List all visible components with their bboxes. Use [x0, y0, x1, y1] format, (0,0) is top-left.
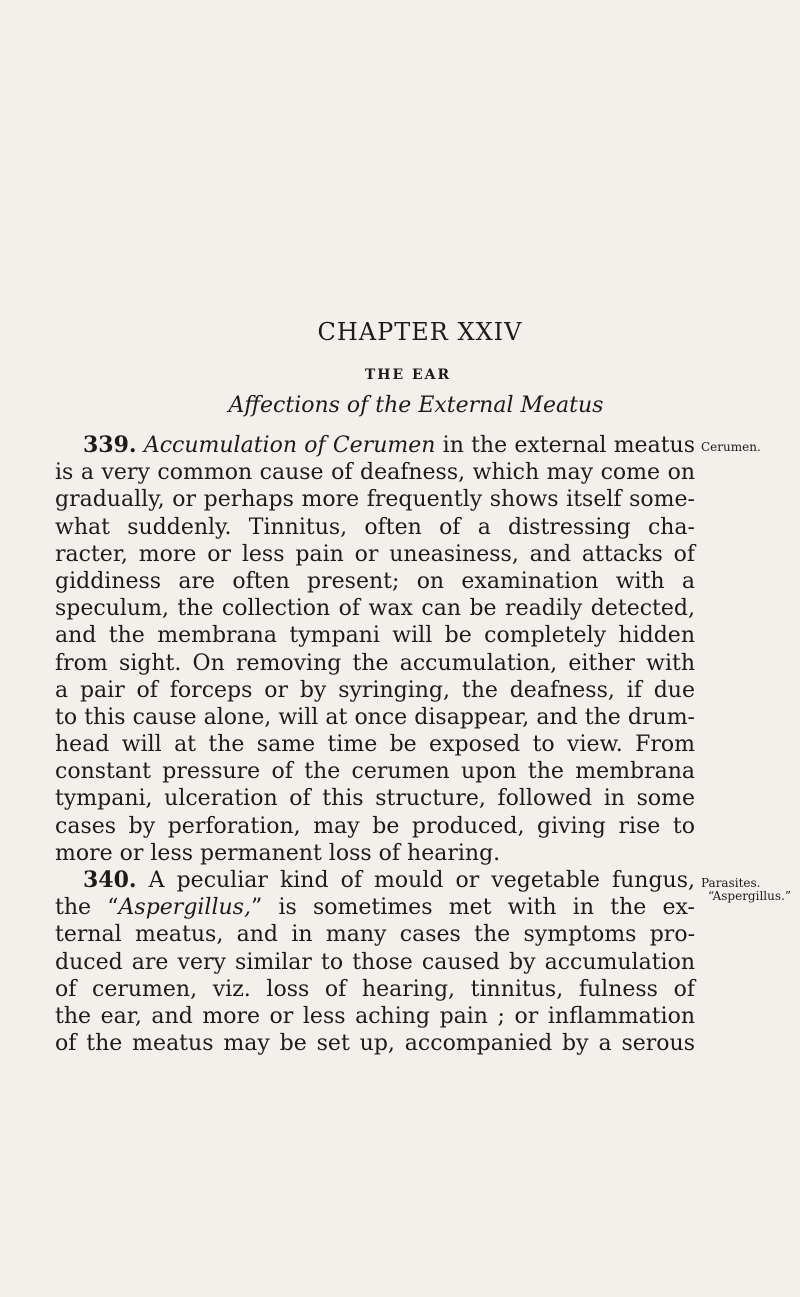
text-fragment: ” is sometimes met with in the ex- [250, 895, 695, 921]
text-line: the ear, and more or less aching pain ; or inflammation [55, 1003, 695, 1029]
body-text [55, 432, 695, 1057]
text-line: more or less permanent loss of hearing. [55, 840, 501, 866]
paragraph-number: 339. [83, 432, 137, 458]
text-line: speculum, the collection of wax can be readily detected, [55, 596, 695, 622]
paragraph-340-second-line [55, 894, 695, 921]
text-line: to this cause alone, will at once disappear, and the drum- [55, 704, 695, 730]
text-line: is a very common cause of deafness, which may come on [55, 460, 695, 486]
italic-term: Aspergillus, [118, 895, 251, 921]
paragraph-340-first-line [55, 867, 695, 894]
text-line: ternal meatus, and in many cases the symptoms pro- [55, 922, 695, 948]
text-line: from sight. On removing the accumulation, either with [55, 650, 695, 676]
paragraph-339-first-line [55, 432, 695, 459]
subject-heading: THE EAR [364, 367, 452, 383]
paragraph-title: Accumulation of Cerumen [143, 433, 436, 458]
text-line: racter, more or less pain or uneasiness, and attacks of [55, 541, 695, 567]
text-line: giddiness are often present; on examination with a [55, 568, 695, 594]
margin-note-aspergillus: “Aspergillus.” [708, 889, 791, 903]
margin-note-cerumen: Cerumen. [701, 440, 761, 454]
text-line: duced are very similar to those caused by accumulation [55, 949, 695, 975]
text-line: tympani, ulceration of this structure, followed in some [55, 786, 695, 812]
text-line: and the membrana tympani will be completely hidden [55, 623, 695, 649]
text-line: of the meatus may be set up, accompanied by a serous [55, 1031, 695, 1057]
text-fragment: the “ [55, 895, 119, 921]
section-title: Affections of the External Meatus [228, 393, 604, 418]
text-line: in the external meatus [435, 433, 695, 458]
text-line: A peculiar kind of mould or vegetable fungus, [148, 868, 696, 893]
chapter-heading: CHAPTER XXIV [317, 318, 523, 346]
text-line: of cerumen, viz. loss of hearing, tinnitus, fulness of [55, 976, 695, 1002]
paragraph-number: 340. [83, 867, 137, 893]
text-line: a pair of forceps or by syringing, the deafness, if due [55, 677, 695, 703]
text-line: what suddenly. Tinnitus, often of a distressing cha- [55, 514, 695, 540]
text-line: cases by perforation, may be produced, giving rise to [55, 813, 695, 839]
text-line: gradually, or perhaps more frequently shows itself some- [55, 487, 695, 513]
margin-note-parasites: Parasites. [701, 876, 761, 890]
text-line: head will at the same time be exposed to view. From [55, 732, 695, 758]
text-line: constant pressure of the cerumen upon the membrana [55, 759, 695, 785]
